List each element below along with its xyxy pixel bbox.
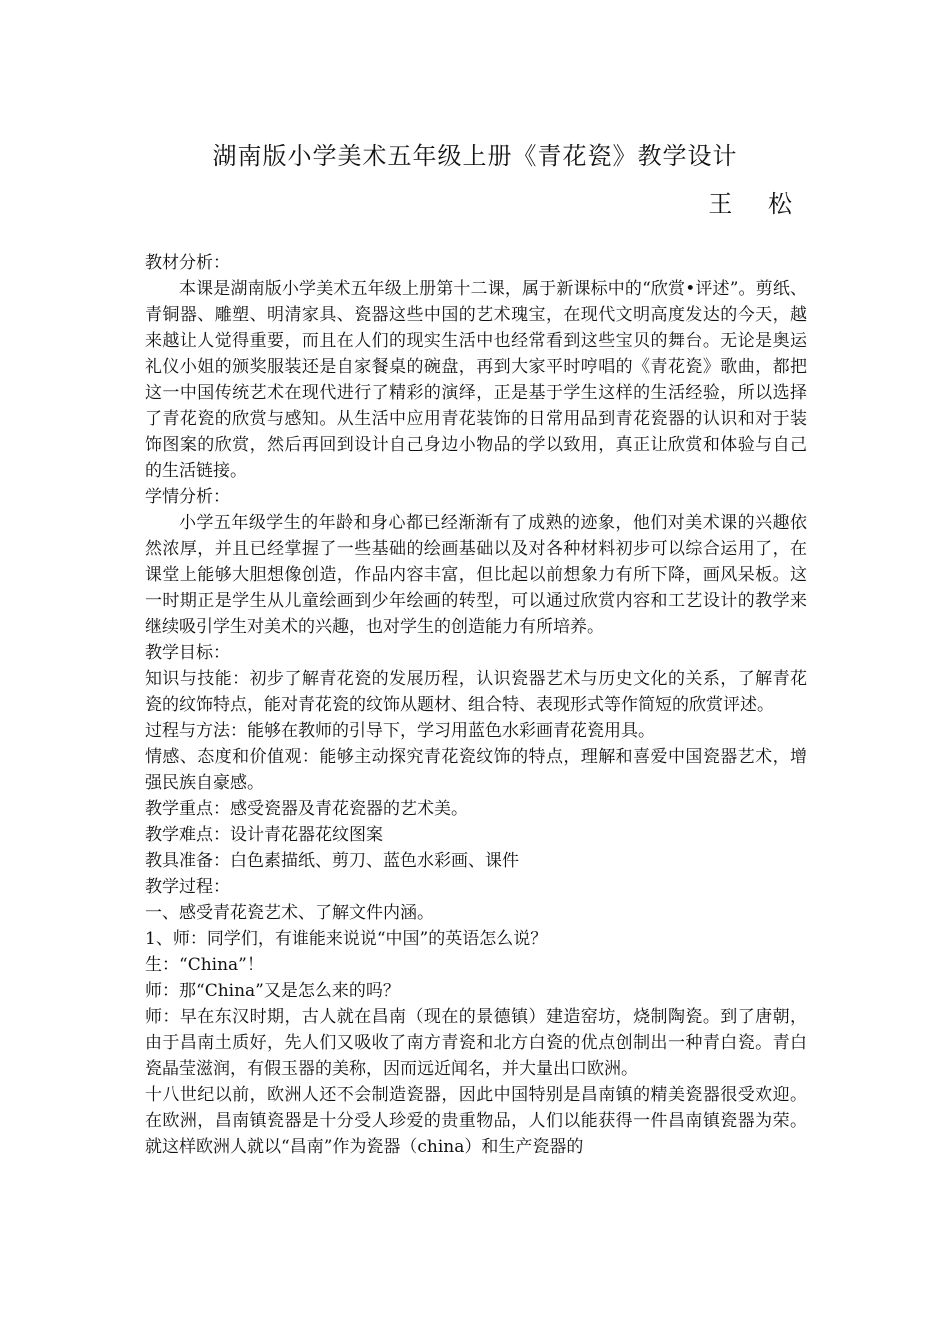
paragraph: 师：那“China”又是怎么来的吗？ xyxy=(145,981,400,1001)
paragraph: 师：早在东汉时期，古人就在昌南（现在的景德镇）建造窑坊，烧制陶瓷。到了唐朝，由于昌南土质好，先人们又吸收了南方青瓷和北方白瓷的优点创制出一种青白瓷。青白瓷晶莹滋润，有假玉器的美称，因而远近闻名，并大量出口欧洲。 xyxy=(145,1007,807,1079)
paragraph: 情感、态度和价值观：能够主动探究青花瓷纹饰的特点，理解和喜爱中国瓷器艺术，增强民族自豪感。 xyxy=(145,747,807,793)
paragraph: 过程与方法：能够在教师的引导下，学习用蓝色水彩画青花瓷用具。 xyxy=(145,721,655,741)
paragraph: 一、感受青花瓷艺术、了解文件内涵。 xyxy=(145,903,434,923)
paragraph: 小学五年级学生的年龄和身心都已经渐渐有了成熟的迹象，他们对美术课的兴趣依然浓厚，并且已经掌握了一些基础的绘画基础以及对各种材料初步可以综合运用了，在课堂上能够大胆想像创造，作品内容丰富，但比起以前想象力有所下降，画风呆板。这一时期正是学生从儿童绘画到少年绘画的转型，可以通过欣赏内容和工艺设计的教学来继续吸引学生对美术的兴趣，也对学生的创造能力有所培养。 xyxy=(145,513,807,637)
document-body xyxy=(145,250,807,1160)
document-author: 王 松 xyxy=(708,190,806,218)
paragraph: 教学过程： xyxy=(145,877,230,897)
paragraph: 十八世纪以前，欧洲人还不会制造瓷器，因此中国特别是昌南镇的精美瓷器很受欢迎。在欧洲，昌南镇瓷器是十分受人珍爱的贵重物品，人们以能获得一件昌南镇瓷器为荣。就这样欧洲人就以“昌南”作为瓷器（china）和生产瓷器的 xyxy=(145,1085,807,1157)
paragraph: 教学目标： xyxy=(145,643,230,663)
paragraph: 生：“China”！ xyxy=(145,955,264,975)
paragraph: 本课是湖南版小学美术五年级上册第十二课，属于新课标中的“欣赏•评述”。剪纸、青铜器、雕塑、明清家具、瓷器这些中国的艺术瑰宝，在现代文明高度发达的今天，越来越让人觉得重要，而且在人们的现实生活中也经常看到这些宝贝的舞台。无论是奥运礼仪小姐的颁奖服装还是自家餐桌的碗盘，再到大家平时哼唱的《青花瓷》歌曲，都把这一中国传统艺术在现代进行了精彩的演绎，正是基于学生这样的生活经验，所以选择了青花瓷的欣赏与感知。从生活中应用青花装饰的日常用品到青花瓷器的认识和对于装饰图案的欣赏，然后再回到设计自己身边小物品的学以致用，真正让欣赏和体验与自己的生活链接。 xyxy=(145,279,807,481)
paragraph: 学情分析： xyxy=(145,487,230,507)
paragraph: 知识与技能：初步了解青花瓷的发展历程，认识瓷器艺术与历史文化的关系，了解青花瓷的纹饰特点，能对青花瓷的纹饰从题材、组合特、表现形式等作简短的欣赏评述。 xyxy=(145,669,807,715)
paragraph: 教材分析： xyxy=(145,253,230,273)
document-title: 湖南版小学美术五年级上册《青花瓷》教学设计 xyxy=(212,142,738,170)
paragraph: 教学重点：感受瓷器及青花瓷器的艺术美。 xyxy=(145,799,468,819)
paragraph: 教学难点：设计青花器花纹图案 xyxy=(145,825,383,845)
paragraph: 1、师：同学们，有谁能来说说“中国”的英语怎么说？ xyxy=(145,929,548,949)
paragraph: 教具准备：白色素描纸、剪刀、蓝色水彩画、课件 xyxy=(145,851,519,871)
